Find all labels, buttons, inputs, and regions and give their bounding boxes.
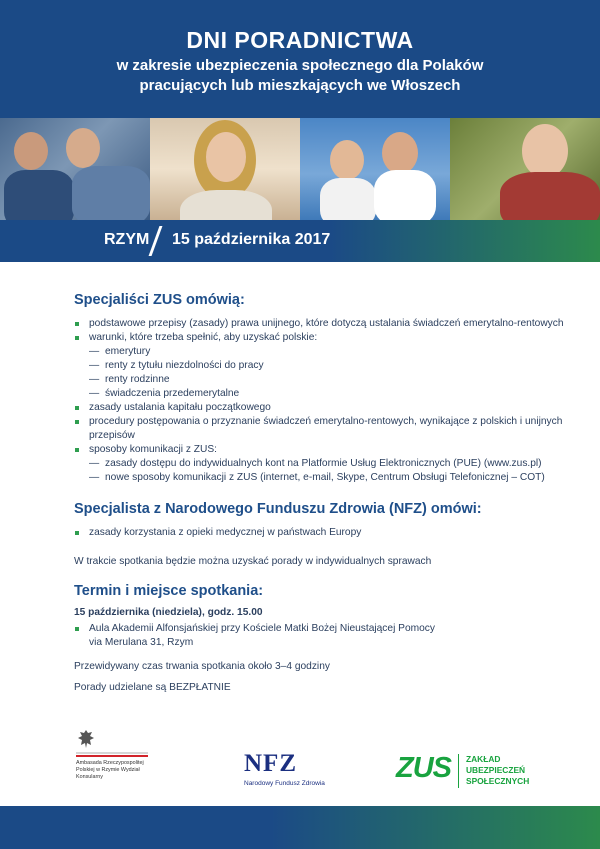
list-item: zasady ustalania kapitału początkowego: [74, 401, 574, 415]
list-item: [74, 622, 574, 650]
subtitle-line-2: pracujących lub mieszkających we Włoszech: [139, 77, 461, 94]
photo-workers: [0, 118, 150, 220]
zus-logo-divider: [458, 754, 459, 788]
place-line-2: via Merulana 31, Rzym: [89, 637, 194, 648]
list-item: warunki, które trzeba spełnić, aby uzyskać polskie: — emerytury — renty z tytułu niezdolności do pracy — renty rodzinne — świadczenia przedemerytalne: [74, 331, 574, 401]
zus-full-name: ZAKŁAD UBEZPIECZEŃ SPOŁECZNYCH: [466, 754, 530, 786]
main-content: [74, 292, 574, 693]
meeting-place-list: [74, 622, 574, 650]
sub-list: [89, 345, 574, 401]
subtitle-line-1: w zakresie ubezpieczenia społecznego dla Polaków: [116, 57, 484, 74]
meeting-heading: Termin i miejsce spotkania:: [74, 583, 264, 599]
footer-bar: [0, 806, 600, 849]
date-band: [0, 220, 600, 262]
polish-eagle-icon: [76, 728, 96, 750]
place-line-1: Aula Akademii Alfonsjańskiej przy Kościele Matki Bożej Nieustającej Pomocy: [89, 623, 435, 634]
band-divider: [149, 226, 163, 256]
partner-logos: [0, 728, 600, 798]
meeting-duration: Przewidywany czas trwania spotkania około 3–4 godziny: [74, 661, 330, 672]
zus-topic-list: [74, 317, 574, 485]
page-title: DNI PORADNICTWA: [186, 27, 414, 53]
flag-red-stripe: [76, 755, 148, 757]
zus-heading: Specjaliści ZUS omówią:: [74, 292, 245, 308]
page-subtitle: [0, 56, 600, 96]
sub-list-item: — świadczenia przedemerytalne: [89, 387, 574, 401]
sub-list: [89, 457, 574, 485]
nfz-full-name: Narodowy Fundusz Zdrowia: [244, 780, 325, 787]
sub-list-item: — renty z tytułu niezdolności do pracy: [89, 359, 574, 373]
city-label: RZYM: [104, 231, 150, 248]
individual-advice-note: W trakcie spotkania będzie można uzyskać porady w indywidualnych sprawach: [74, 556, 432, 567]
meeting-datetime: 15 października (niedziela), godz. 15.00: [74, 607, 263, 618]
list-item: procedury postępowania o przyznanie świadczeń emerytalno-rentowych, wynikające z polskich i unijnych przepisów: [74, 415, 574, 443]
header-banner: [0, 0, 600, 118]
nfz-heading: Specjalista z Narodowego Funduszu Zdrowia (NFZ) omówi:: [74, 501, 482, 517]
sub-list-item: — emerytury: [89, 345, 574, 359]
nfz-topic-list: [74, 526, 574, 540]
photo-elderly-man: [450, 118, 600, 220]
list-item: zasady korzystania z opieki medycznej w państwach Europy: [74, 526, 574, 540]
sub-list-item: — nowe sposoby komunikacji z ZUS (internet, e-mail, Skype, Centrum Obsługi Telefonicznej – COT): [89, 471, 574, 485]
photo-strip: [0, 118, 600, 220]
flag-white-stripe: [76, 752, 148, 754]
photo-woman: [150, 118, 300, 220]
consulate-label: Ambasada Rzeczypospolitej Polskiej w Rzymie Wydział Konsularny: [76, 760, 144, 780]
list-item: podstawowe przepisy (zasady) prawa unijnego, które dotyczą ustalania świadczeń emerytalno-rentowych: [74, 317, 574, 331]
free-advice-note: Porady udzielane są BEZPŁATNIE: [74, 682, 231, 693]
photo-couple: [300, 118, 450, 220]
sub-list-item: — renty rodzinne: [89, 373, 574, 387]
zus-logo: ZUS: [396, 752, 451, 784]
list-item: sposoby komunikacji z ZUS: — zasady dostępu do indywidualnych kont na Platformie Usług Elektronicznych (PUE) (www.zus.pl) — nowe sposoby komunikacji z ZUS (internet, e-mail, Skype, Centrum Obsługi Telefonicznej – COT): [74, 443, 574, 485]
event-date: 15 października 2017: [172, 231, 331, 248]
nfz-logo: NFZ: [244, 750, 297, 777]
sub-list-item: — zasady dostępu do indywidualnych kont na Platformie Usług Elektronicznych (PUE) (www.zus.pl): [89, 457, 574, 471]
